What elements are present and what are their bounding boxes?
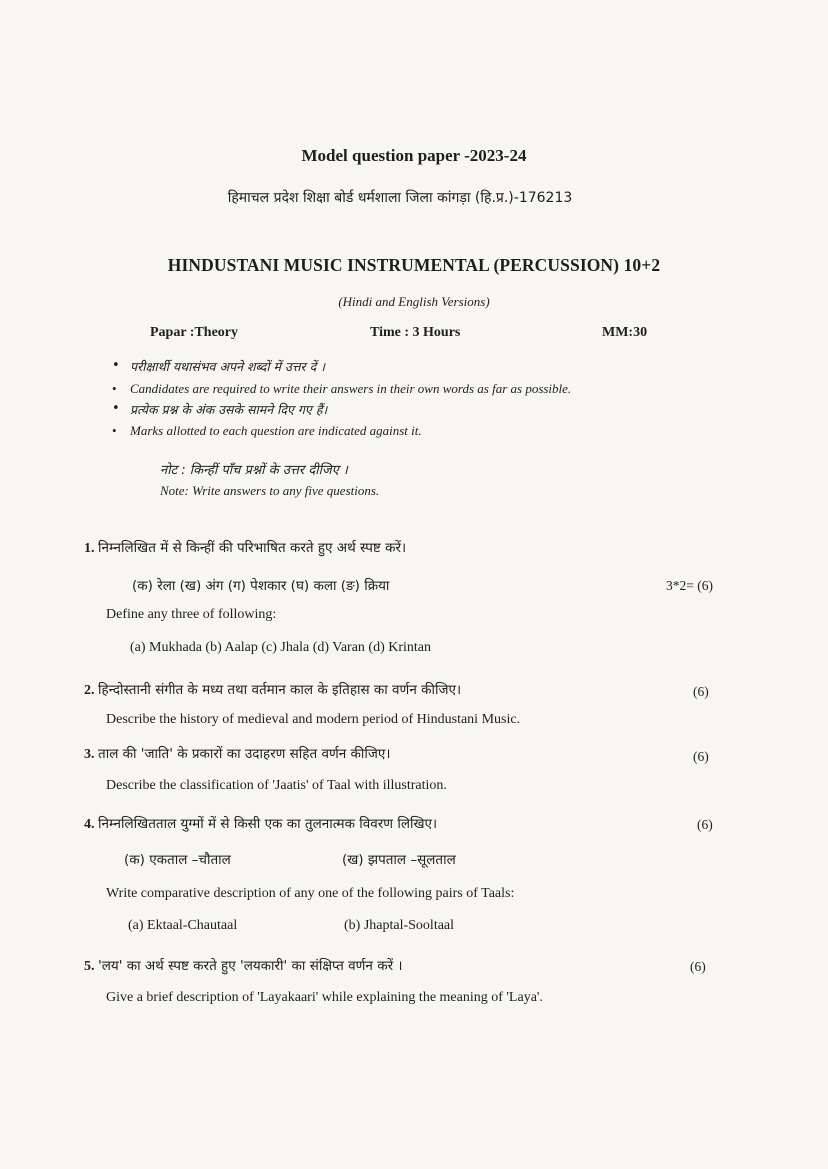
bullet-icon: • xyxy=(112,401,120,416)
instruction-item: • Candidates are required to write their answers in their own words as far as possible. xyxy=(112,381,572,396)
question-3-marks: (6) xyxy=(693,749,709,764)
paper-title: Model question paper -2023-24 xyxy=(301,146,527,165)
question-1-options-hindi: (क) रेला (ख) अंग (ग) पेशकार (घ) कला (ङ) क्रिया xyxy=(132,578,390,594)
question-4-marks: (6) xyxy=(697,817,713,832)
question-4-pair-b-english: (b) Jhaptal-Sooltaal xyxy=(344,918,455,933)
instruction-item: • Marks allotted to each question are indicated against it. xyxy=(112,423,422,438)
question-5: 5. 'लय' का अर्थ स्पष्ट करते हुए 'लयकारी' का संक्षिप्त वर्णन करें । xyxy=(84,958,403,974)
subject-title: HINDUSTANI MUSIC INSTRUMENTAL (PERCUSSION) 10+2 xyxy=(167,255,661,275)
note-hindi: नोट : किन्हीं पाँच प्रश्नों के उत्तर दीजिए । xyxy=(160,463,348,478)
question-4: 4. निम्नलिखितताल युग्मों में से किसी एक का तुलनात्मक विवरण लिखिए। xyxy=(84,816,438,832)
question-3: 3. ताल की 'जाति' के प्रकारों का उदाहरण सहित वर्णन कीजिए। xyxy=(84,746,391,762)
question-1-english: Define any three of following: xyxy=(106,607,277,622)
question-1: 1. निम्नलिखित में से किन्हीं की परिभाषित करते हुए अर्थ स्पष्ट करें। xyxy=(84,540,407,556)
question-2: 2. हिन्दोस्तानी संगीत के मध्य तथा वर्तमान काल के इतिहास का वर्णन कीजिए। xyxy=(84,682,462,698)
instruction-item: • प्रत्येक प्रश्न के अंक उसके सामने दिए गए हैं। xyxy=(112,401,328,417)
note-english: Note: Write answers to any five questions. xyxy=(160,483,380,498)
question-4-pair-a-hindi: (क) एकताल –चौताल xyxy=(124,852,231,868)
bullet-icon: • xyxy=(112,381,117,396)
paper-type: Papar :Theory xyxy=(150,325,239,340)
question-5-marks: (6) xyxy=(690,959,706,974)
time-allowed: Time : 3 Hours xyxy=(370,325,461,340)
bullet-icon: • xyxy=(112,358,120,373)
instruction-item: • परीक्षार्थी यथासंभव अपने शब्दों में उत्तर दें । xyxy=(112,358,325,374)
bullet-icon: • xyxy=(112,423,117,438)
question-4-pair-a-english: (a) Ektaal-Chautaal xyxy=(128,918,238,933)
question-1-options-english: (a) Mukhada (b) Aalap (c) Jhala (d) Varan (d) Krintan xyxy=(130,640,432,655)
question-1-marks: 3*2= (6) xyxy=(666,578,713,593)
board-name: हिमाचल प्रदेश शिक्षा बोर्ड धर्मशाला जिला कांगड़ा (हि.प्र.)-176213 xyxy=(227,190,573,206)
question-5-english: Give a brief description of 'Layakaari' while explaining the meaning of 'Laya'. xyxy=(106,990,543,1005)
question-4-pair-b-hindi: (ख) झपताल –सूलताल xyxy=(342,852,456,868)
question-2-english: Describe the history of medieval and modern period of Hindustani Music. xyxy=(106,712,521,727)
question-3-english: Describe the classification of 'Jaatis' of Taal with illustration. xyxy=(106,778,447,793)
question-4-english: Write comparative description of any one of the following pairs of Taals: xyxy=(106,886,515,901)
question-2-marks: (6) xyxy=(693,684,709,699)
max-marks: MM:30 xyxy=(602,325,648,340)
versions-note: (Hindi and English Versions) xyxy=(338,294,490,309)
